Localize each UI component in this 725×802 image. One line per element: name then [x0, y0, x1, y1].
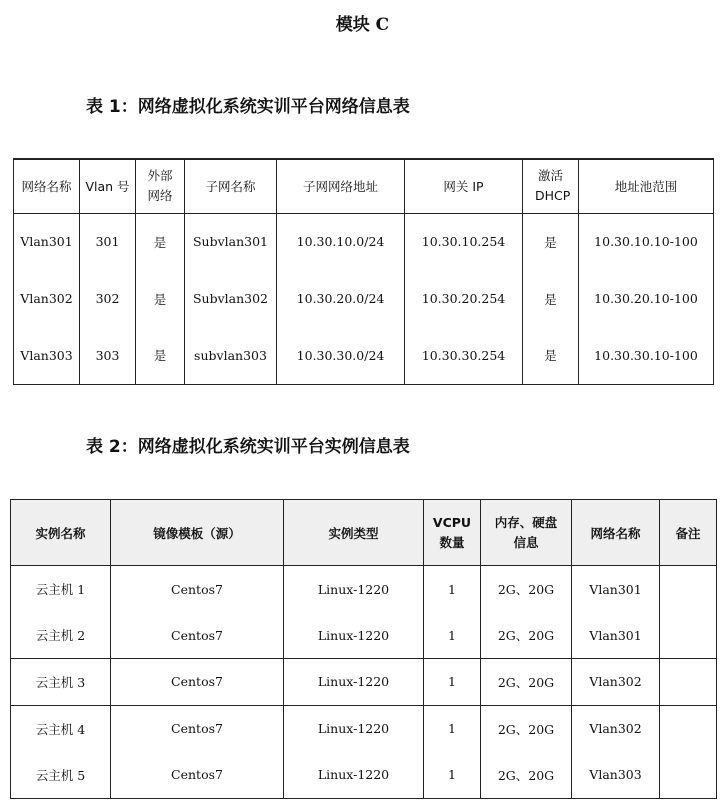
cell-network-name: Vlan302 — [14, 270, 80, 327]
cell-image: Centos7 — [111, 612, 284, 659]
cell-subnet-address: 10.30.20.0/24 — [277, 270, 405, 327]
cell-network-name: Vlan301 — [572, 612, 660, 659]
table-row — [14, 213, 714, 270]
instance-info-table — [10, 499, 717, 799]
cell-memory-disk: 2G、20G — [481, 659, 572, 706]
cell-instance-type: Linux-1220 — [284, 705, 424, 752]
cell-instance-name: 云主机 1 — [11, 566, 111, 613]
cell-instance-name: 云主机 3 — [11, 659, 111, 706]
page-title: 模块 C — [335, 15, 390, 35]
header-vcpu-count: VCPU 数量 — [424, 500, 481, 566]
table-row — [11, 752, 717, 799]
cell-instance-name: 云主机 5 — [11, 752, 111, 799]
cell-subnet-name: Subvlan301 — [185, 213, 277, 270]
cell-remarks — [660, 752, 717, 799]
header-instance-name: 实例名称 — [11, 500, 111, 566]
cell-subnet-name: Subvlan302 — [185, 270, 277, 327]
cell-vlan-id: 303 — [80, 327, 136, 384]
cell-gateway-ip: 10.30.30.254 — [405, 327, 523, 384]
cell-image: Centos7 — [111, 659, 284, 706]
cell-dhcp: 是 — [523, 327, 579, 384]
header-network-name: 网络名称 — [14, 159, 80, 213]
cell-instance-name: 云主机 4 — [11, 705, 111, 752]
header-memory-disk: 内存、硬盘信息 — [481, 500, 572, 566]
cell-subnet-address: 10.30.10.0/24 — [277, 213, 405, 270]
table2-caption: 表 2：网络虚拟化系统实训平台实例信息表 — [86, 437, 410, 457]
cell-subnet-address: 10.30.30.0/24 — [277, 327, 405, 384]
cell-memory-disk: 2G、20G — [481, 752, 572, 799]
header-vlan-id: Vlan 号 — [80, 159, 136, 213]
cell-vcpu: 1 — [424, 566, 481, 613]
cell-memory-disk: 2G、20G — [481, 566, 572, 613]
cell-instance-type: Linux-1220 — [284, 612, 424, 659]
cell-vlan-id: 301 — [80, 213, 136, 270]
cell-instance-name: 云主机 2 — [11, 612, 111, 659]
cell-vcpu: 1 — [424, 705, 481, 752]
cell-instance-type: Linux-1220 — [284, 566, 424, 613]
table-header-row — [11, 500, 717, 566]
cell-network-name: Vlan301 — [14, 213, 80, 270]
cell-remarks — [660, 705, 717, 752]
cell-image: Centos7 — [111, 752, 284, 799]
header-subnet-name: 子网名称 — [185, 159, 277, 213]
header-subnet-address: 子网网络地址 — [277, 159, 405, 213]
header-instance-type: 实例类型 — [284, 500, 424, 566]
header-remarks: 备注 — [660, 500, 717, 566]
cell-memory-disk: 2G、20G — [481, 705, 572, 752]
cell-vcpu: 1 — [424, 612, 481, 659]
cell-pool-range: 10.30.10.10-100 — [579, 213, 714, 270]
table-row — [11, 612, 717, 659]
cell-image: Centos7 — [111, 705, 284, 752]
cell-external: 是 — [136, 327, 185, 384]
cell-instance-type: Linux-1220 — [284, 659, 424, 706]
header-external-network: 外部网络 — [136, 159, 185, 213]
cell-pool-range: 10.30.20.10-100 — [579, 270, 714, 327]
cell-vcpu: 1 — [424, 752, 481, 799]
table-row — [14, 327, 714, 384]
cell-vlan-id: 302 — [80, 270, 136, 327]
table-row — [11, 705, 717, 752]
network-info-table — [13, 158, 714, 385]
cell-network-name: Vlan301 — [572, 566, 660, 613]
cell-dhcp: 是 — [523, 270, 579, 327]
cell-gateway-ip: 10.30.20.254 — [405, 270, 523, 327]
cell-external: 是 — [136, 270, 185, 327]
header-dhcp: 激活 DHCP — [523, 159, 579, 213]
cell-memory-disk: 2G、20G — [481, 612, 572, 659]
cell-network-name: Vlan302 — [572, 659, 660, 706]
header-gateway-ip: 网关 IP — [405, 159, 523, 213]
cell-remarks — [660, 566, 717, 613]
cell-subnet-name: subvlan303 — [185, 327, 277, 384]
table1-caption: 表 1：网络虚拟化系统实训平台网络信息表 — [86, 97, 410, 117]
table-row — [11, 659, 717, 706]
cell-remarks — [660, 659, 717, 706]
cell-pool-range: 10.30.30.10-100 — [579, 327, 714, 384]
header-image-template: 镜像模板（源） — [111, 500, 284, 566]
cell-network-name: Vlan303 — [14, 327, 80, 384]
cell-gateway-ip: 10.30.10.254 — [405, 213, 523, 270]
cell-network-name: Vlan302 — [572, 705, 660, 752]
cell-network-name: Vlan303 — [572, 752, 660, 799]
table-header-row — [14, 159, 714, 213]
header-pool-range: 地址池范围 — [579, 159, 714, 213]
header-network-name: 网络名称 — [572, 500, 660, 566]
table-row — [11, 566, 717, 613]
cell-remarks — [660, 612, 717, 659]
cell-image: Centos7 — [111, 566, 284, 613]
cell-vcpu: 1 — [424, 659, 481, 706]
cell-instance-type: Linux-1220 — [284, 752, 424, 799]
cell-dhcp: 是 — [523, 213, 579, 270]
cell-external: 是 — [136, 213, 185, 270]
table-row — [14, 270, 714, 327]
